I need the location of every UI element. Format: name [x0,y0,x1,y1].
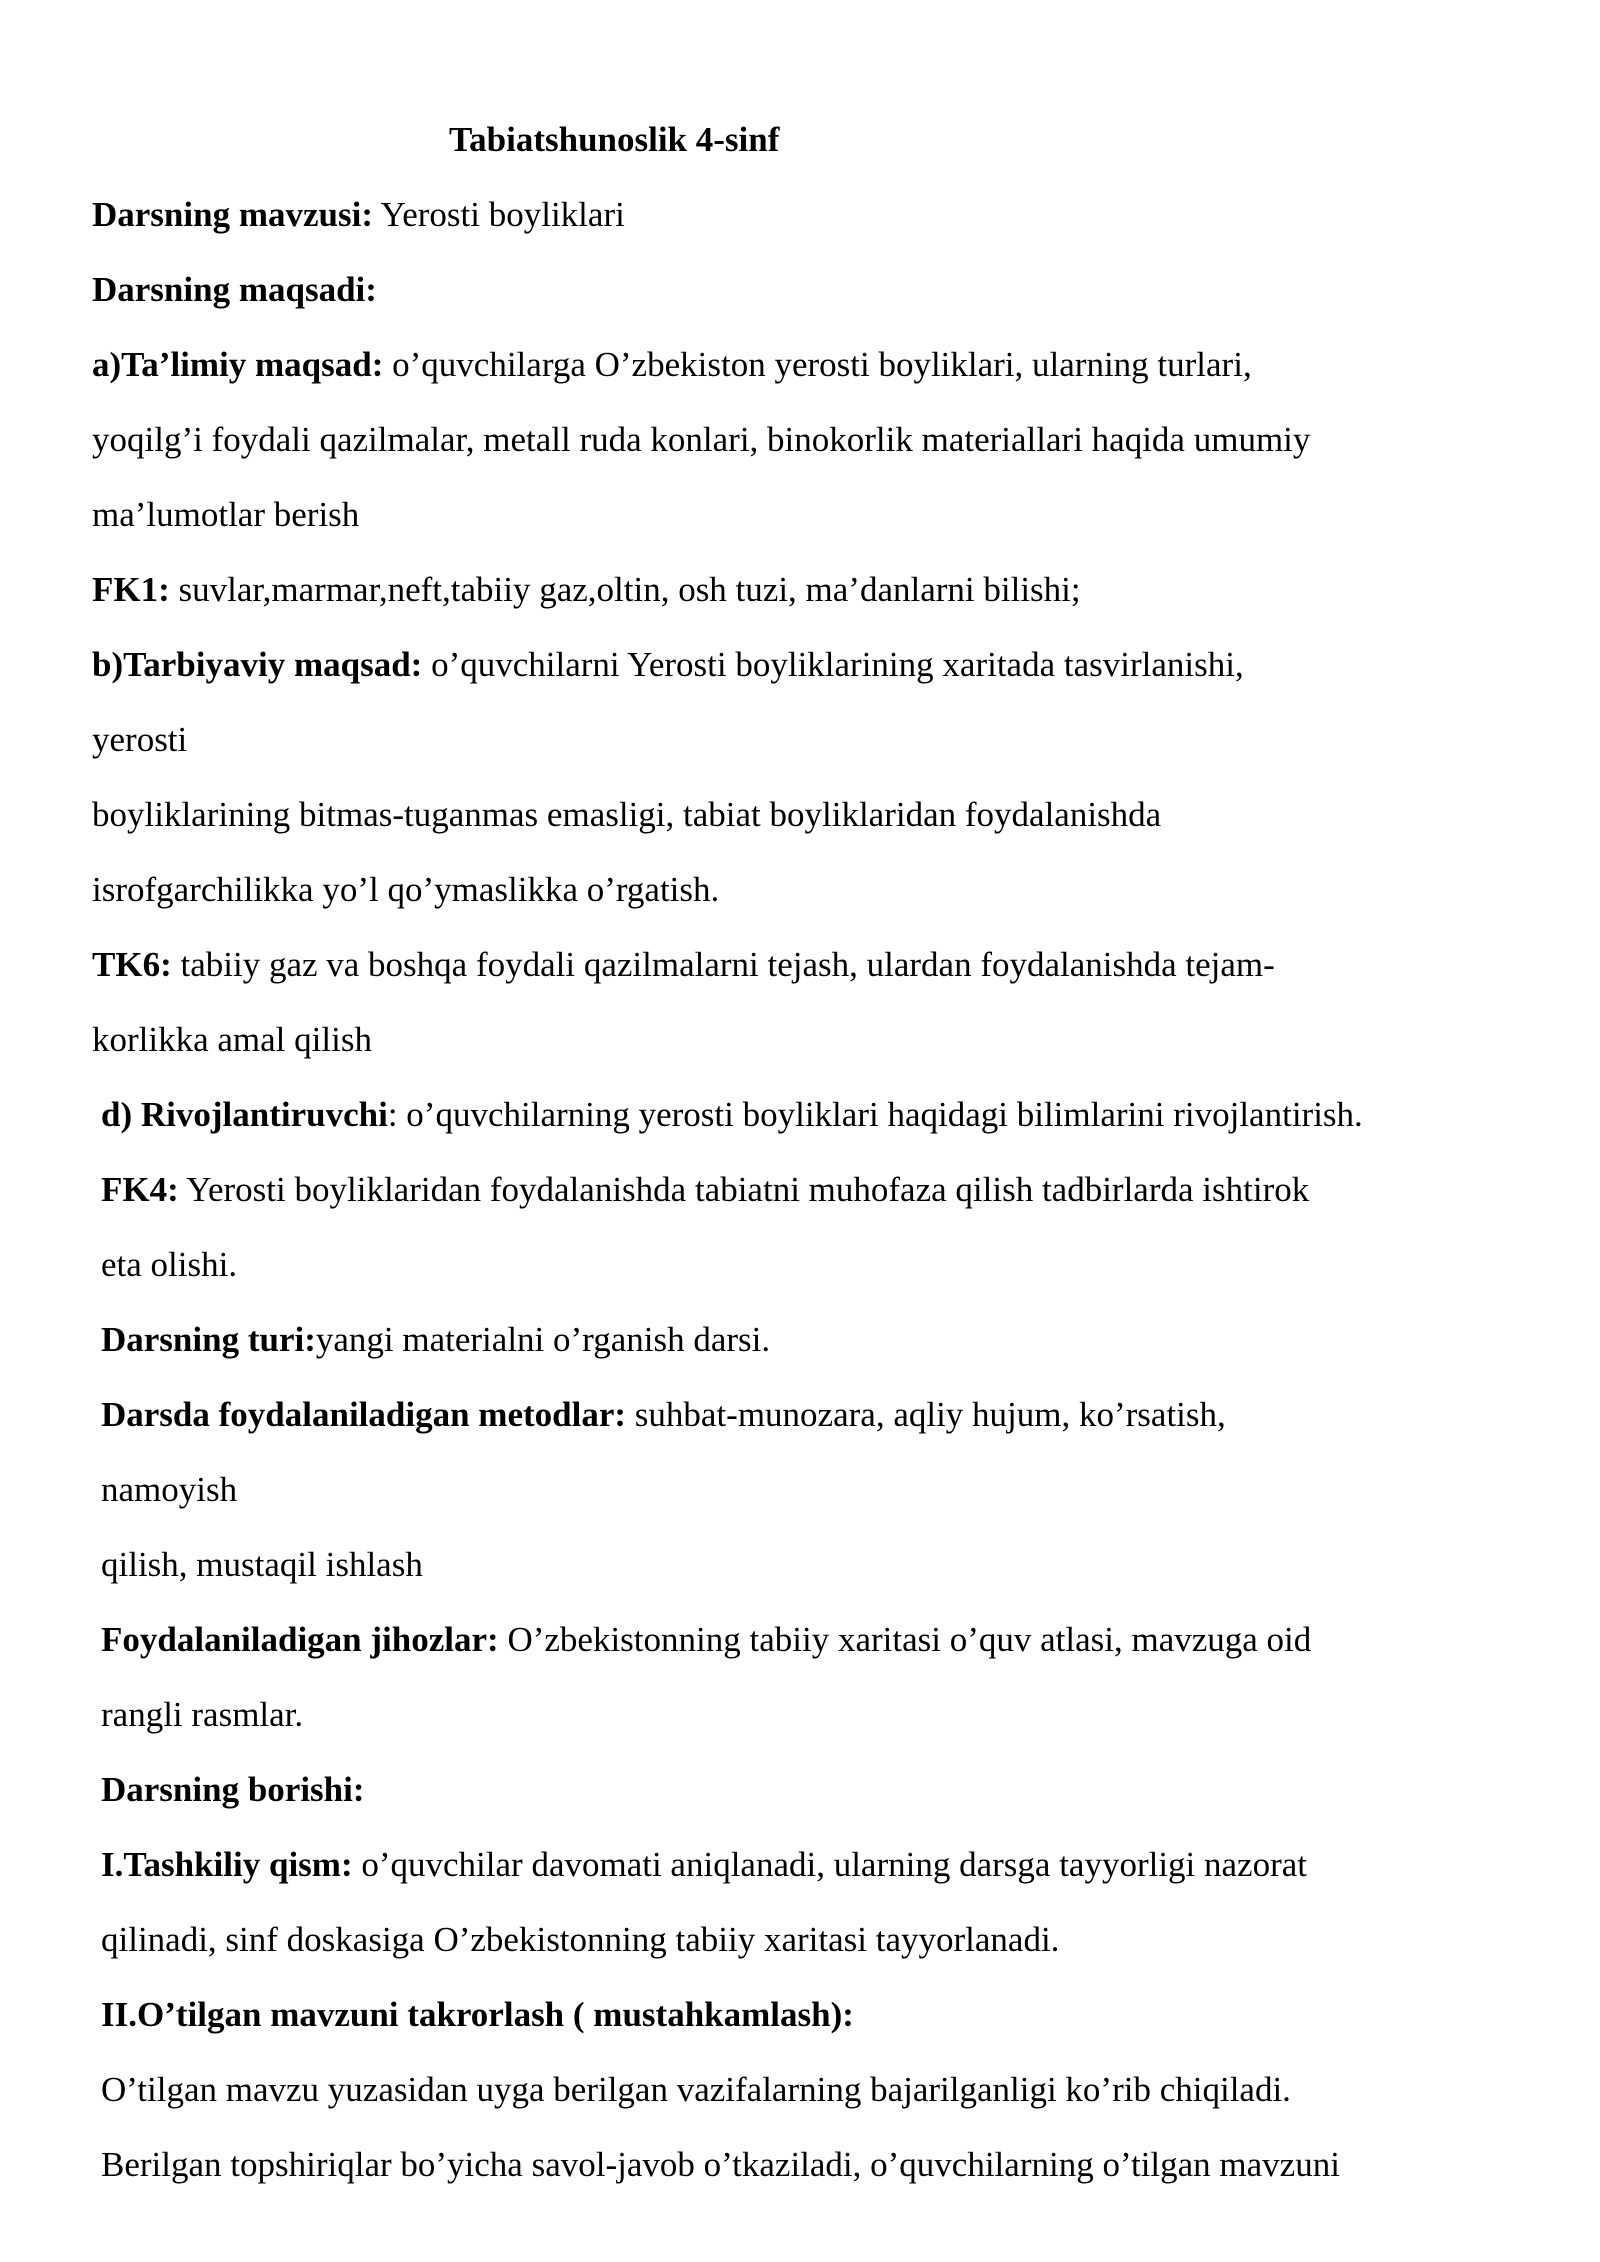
methods-line-2: namoyish [101,1470,238,1509]
methods-label: Darsda foydalaniladigan metodlar: [101,1395,627,1434]
tk6-line-2: korlikka amal qilish [92,1020,372,1059]
organizational-part-line [101,1845,1307,1885]
equipment-line-2: rangli rasmlar. [101,1695,304,1734]
educational-goal-text: o’quvchilarga O’zbekiston yerosti boyliklari, ularning turlari, [383,345,1252,384]
methods-text: suhbat-munozara, aqliy hujum, ko’rsatish, [626,1395,1226,1434]
upbringing-goal-text: o’quvchilarni Yerosti boyliklarining xaritada tasvirlanishi, [422,645,1244,684]
equipment-text: O’zbekistonning tabiiy xaritasi o’quv atlasi, mavzuga oid [498,1620,1312,1659]
educational-goal-line [92,345,1252,385]
goal-heading: Darsning maqsadi: [92,270,377,309]
methods-line-3: qilish, mustaqil ishlash [101,1545,423,1584]
tk6-line [92,945,1275,985]
lesson-type-text: yangi materialni o’rganish darsi. [315,1320,771,1359]
educational-goal-label: a)Ta’limiy maqsad: [92,345,384,384]
upbringing-goal-line-3: boyliklarining bitmas-tuganmas emasligi, tabiat boyliklaridan foydalanishda [92,795,1162,834]
upbringing-goal-line [92,645,1244,685]
organizational-part-label: I.Tashkiliy qism: [101,1845,353,1884]
educational-goal-line-3: ma’lumotlar berish [92,495,360,534]
methods-line [101,1395,1226,1435]
equipment-label: Foydalaniladigan jihozlar: [101,1620,499,1659]
review-heading: II.O’tilgan mavzuni takrorlash ( mustahkamlash): [101,1995,854,2034]
fk4-line-2: eta olishi. [101,1245,238,1284]
fk4-line [101,1170,1309,1210]
fk1-text: suvlar,marmar,neft,tabiiy gaz,oltin, osh tuzi, ma’danlarni bilishi; [169,570,1081,609]
educational-goal-line-2: yoqilg’i foydali qazilmalar, metall ruda konlari, binokorlik materiallari haqida umumiy [92,420,1311,459]
upbringing-goal-label: b)Tarbiyaviy maqsad: [92,645,423,684]
lesson-type-label: Darsning turi: [101,1320,316,1359]
lesson-type-line [101,1320,770,1360]
fk1-label: FK1: [92,570,170,609]
fk1-line [92,570,1081,610]
fk4-text: Yerosti boyliklaridan foydalanishda tabiatni muhofaza qilish tadbirlarda ishtirok [178,1170,1310,1209]
progress-heading: Darsning borishi: [101,1770,365,1809]
review-line-2: Berilgan topshiriqlar bo’yicha savol-javob o’tkaziladi, o’quvchilarning o’tilgan mavzuni [101,2145,1340,2184]
review-line-1: O’tilgan mavzu yuzasidan uyga berilgan vazifalarning bajarilganligi ko’rib chiqiladi. [101,2070,1291,2109]
developmental-goal-text: : o’quvchilarning yerosti boyliklari haqidagi bilimlarini rivojlantirish. [387,1095,1363,1134]
fk4-label: FK4: [101,1170,179,1209]
tk6-label: TK6: [92,945,172,984]
equipment-line [101,1620,1311,1660]
developmental-goal-line [101,1095,1363,1135]
topic-label: Darsning mavzusi: [92,195,373,234]
organizational-part-line-2: qilinadi, sinf doskasiga O’zbekistonning tabiiy xaritasi tayyorlanadi. [101,1920,1060,1959]
upbringing-goal-line-4: isrofgarchilikka yo’l qo’ymaslikka o’rgatish. [92,870,720,909]
document-title: Tabiatshunoslik 4-sinf [449,120,780,159]
upbringing-goal-line-2: yerosti [92,720,188,759]
organizational-part-text: o’quvchilar davomati aniqlanadi, ularning darsga tayyorligi nazorat [352,1845,1308,1884]
tk6-text: tabiiy gaz va boshqa foydali qazilmalarni tejash, ulardan foydalanishda tejam- [171,945,1275,984]
developmental-goal-label: d) Rivojlantiruvchi [101,1095,388,1134]
topic-text: Yerosti boyliklari [373,195,625,234]
topic-line [92,195,625,235]
